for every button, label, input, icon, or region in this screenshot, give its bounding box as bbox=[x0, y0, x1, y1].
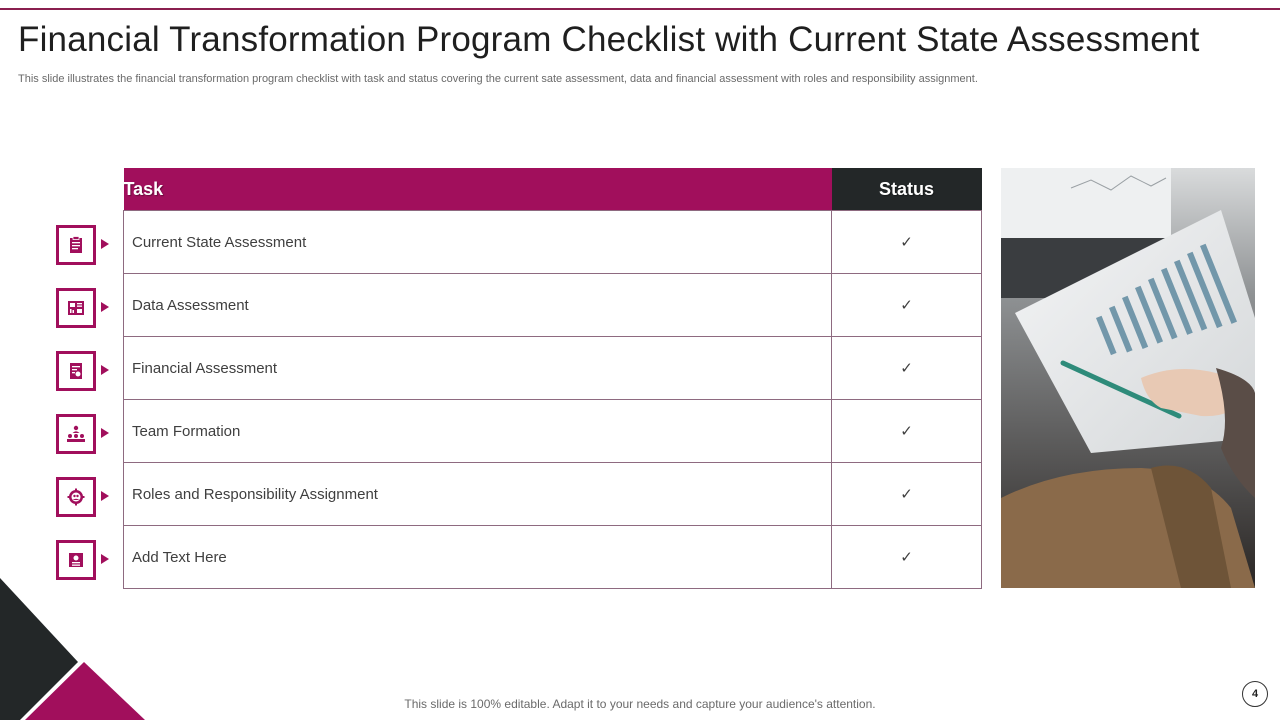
table-row bbox=[124, 211, 982, 274]
icon-row bbox=[55, 224, 115, 287]
task-cell: Add Text Here bbox=[124, 526, 832, 589]
table-row bbox=[124, 526, 982, 589]
certificate-icon bbox=[56, 540, 96, 580]
table-row bbox=[124, 400, 982, 463]
pointer-arrow-icon bbox=[101, 491, 109, 501]
task-cell: Team Formation bbox=[124, 400, 832, 463]
icon-row bbox=[55, 413, 115, 476]
table-header-row bbox=[124, 168, 982, 211]
team-hierarchy-icon bbox=[56, 414, 96, 454]
icon-row bbox=[55, 350, 115, 413]
status-column-header: Status bbox=[832, 168, 982, 211]
status-check-icon: ✓ bbox=[832, 526, 982, 589]
pointer-arrow-icon bbox=[101, 428, 109, 438]
status-check-icon: ✓ bbox=[832, 463, 982, 526]
task-cell: Financial Assessment bbox=[124, 337, 832, 400]
clipboard-icon bbox=[56, 225, 96, 265]
checklist-table bbox=[123, 168, 982, 589]
task-column-header: Task bbox=[124, 168, 832, 211]
gear-people-icon bbox=[56, 477, 96, 517]
status-check-icon: ✓ bbox=[832, 274, 982, 337]
icon-row bbox=[55, 476, 115, 539]
pointer-arrow-icon bbox=[101, 554, 109, 564]
pointer-arrow-icon bbox=[101, 302, 109, 312]
status-check-icon: ✓ bbox=[832, 400, 982, 463]
table-row bbox=[124, 274, 982, 337]
task-cell: Current State Assessment bbox=[124, 211, 832, 274]
task-cell: Roles and Responsibility Assignment bbox=[124, 463, 832, 526]
page-number: 4 bbox=[1242, 681, 1268, 707]
table-row bbox=[124, 463, 982, 526]
icon-column bbox=[55, 224, 115, 602]
status-check-icon: ✓ bbox=[832, 211, 982, 274]
top-accent-rule bbox=[0, 8, 1280, 10]
pointer-arrow-icon bbox=[101, 239, 109, 249]
icon-row bbox=[55, 287, 115, 350]
slide-subtitle: This slide illustrates the financial transformation program checklist with task and status covering the current sate assessment, data and financial assessment with roles and responsibility assignment. bbox=[18, 73, 978, 85]
data-dashboard-icon bbox=[56, 288, 96, 328]
footer-note: This slide is 100% editable. Adapt it to your needs and capture your audience's attention. bbox=[404, 697, 876, 711]
pointer-arrow-icon bbox=[101, 365, 109, 375]
status-check-icon: ✓ bbox=[832, 337, 982, 400]
financial-report-icon bbox=[56, 351, 96, 391]
slide-title: Financial Transformation Program Checklist with Current State Assessment bbox=[18, 20, 1200, 59]
business-chart-photo bbox=[1001, 168, 1255, 588]
task-cell: Data Assessment bbox=[124, 274, 832, 337]
table-row bbox=[124, 337, 982, 400]
